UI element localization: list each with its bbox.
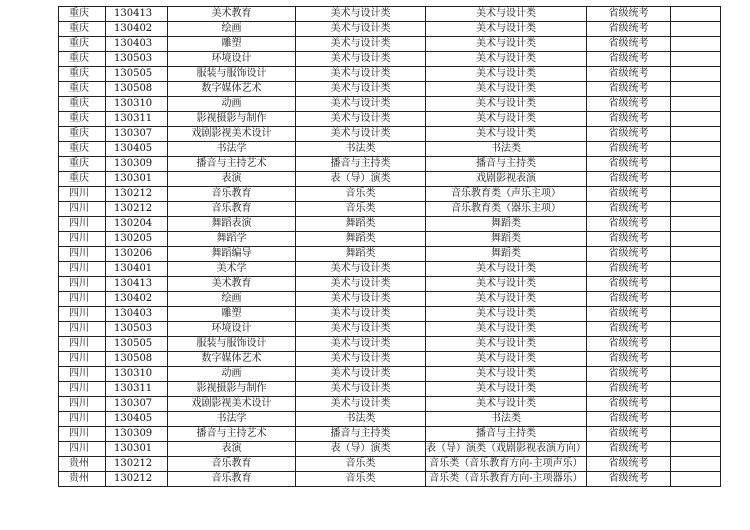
province-cell: 四川 xyxy=(59,202,106,217)
exam-type-cell: 省级统考 xyxy=(587,322,671,337)
province-cell: 重庆 xyxy=(59,127,106,142)
exam-type-cell: 省级统考 xyxy=(587,307,671,322)
exam-type-cell: 省级统考 xyxy=(587,217,671,232)
exam-subcategory-cell: 美术与设计类 xyxy=(426,262,587,277)
major-name-cell: 动画 xyxy=(168,367,296,382)
exam-type-cell: 省级统考 xyxy=(587,457,671,472)
province-cell: 四川 xyxy=(59,367,106,382)
major-code-cell: 130403 xyxy=(106,37,168,52)
blank-cell xyxy=(671,472,721,487)
exam-type-cell: 省级统考 xyxy=(587,442,671,457)
blank-cell xyxy=(671,337,721,352)
province-cell: 四川 xyxy=(59,352,106,367)
table-row xyxy=(59,112,721,127)
exam-type-cell: 省级统考 xyxy=(587,397,671,412)
major-code-cell: 130401 xyxy=(106,262,168,277)
exam-category-cell: 舞蹈类 xyxy=(296,217,426,232)
exam-category-cell: 音乐类 xyxy=(296,457,426,472)
table-row xyxy=(59,247,721,262)
blank-cell xyxy=(671,442,721,457)
exam-category-cell: 美术与设计类 xyxy=(296,112,426,127)
major-code-cell: 130212 xyxy=(106,187,168,202)
table-row xyxy=(59,442,721,457)
exam-type-cell: 省级统考 xyxy=(587,7,671,22)
table-row xyxy=(59,412,721,427)
table-row xyxy=(59,337,721,352)
exam-category-cell: 美术与设计类 xyxy=(296,97,426,112)
exam-category-cell: 美术与设计类 xyxy=(296,367,426,382)
table-row xyxy=(59,322,721,337)
exam-subcategory-cell: 播音与主持类 xyxy=(426,427,587,442)
exam-subcategory-cell: 美术与设计类 xyxy=(426,67,587,82)
exam-subcategory-cell: 美术与设计类 xyxy=(426,352,587,367)
table-row xyxy=(59,202,721,217)
blank-cell xyxy=(671,202,721,217)
province-cell: 四川 xyxy=(59,277,106,292)
blank-cell xyxy=(671,382,721,397)
exam-subcategory-cell: 音乐教育类（声乐主项） xyxy=(426,187,587,202)
province-cell: 四川 xyxy=(59,397,106,412)
major-name-cell: 音乐教育 xyxy=(168,187,296,202)
major-code-cell: 130212 xyxy=(106,457,168,472)
blank-cell xyxy=(671,277,721,292)
major-name-cell: 绘画 xyxy=(168,292,296,307)
province-cell: 四川 xyxy=(59,262,106,277)
exam-type-cell: 省级统考 xyxy=(587,232,671,247)
blank-cell xyxy=(671,232,721,247)
exam-subcategory-cell: 音乐教育类（器乐主项） xyxy=(426,202,587,217)
province-cell: 重庆 xyxy=(59,172,106,187)
exam-subcategory-cell: 美术与设计类 xyxy=(426,397,587,412)
major-code-cell: 130310 xyxy=(106,367,168,382)
major-code-cell: 130311 xyxy=(106,112,168,127)
table-row xyxy=(59,457,721,472)
major-name-cell: 音乐教育 xyxy=(168,472,296,487)
exam-category-cell: 表（导）演类 xyxy=(296,172,426,187)
major-code-cell: 130508 xyxy=(106,82,168,97)
blank-cell xyxy=(671,247,721,262)
exam-category-cell: 美术与设计类 xyxy=(296,37,426,52)
table-row xyxy=(59,307,721,322)
exam-category-cell: 音乐类 xyxy=(296,202,426,217)
exam-type-cell: 省级统考 xyxy=(587,127,671,142)
major-name-cell: 舞蹈学 xyxy=(168,232,296,247)
major-code-cell: 130413 xyxy=(106,277,168,292)
blank-cell xyxy=(671,97,721,112)
province-cell: 四川 xyxy=(59,187,106,202)
major-code-cell: 130310 xyxy=(106,97,168,112)
blank-cell xyxy=(671,292,721,307)
major-code-cell: 130413 xyxy=(106,7,168,22)
blank-cell xyxy=(671,397,721,412)
exam-type-cell: 省级统考 xyxy=(587,412,671,427)
major-code-cell: 130505 xyxy=(106,337,168,352)
blank-cell xyxy=(671,157,721,172)
major-name-cell: 美术教育 xyxy=(168,277,296,292)
major-code-cell: 130403 xyxy=(106,307,168,322)
exam-type-cell: 省级统考 xyxy=(587,22,671,37)
exam-category-cell: 表（导）演类 xyxy=(296,442,426,457)
exam-type-cell: 省级统考 xyxy=(587,427,671,442)
province-cell: 重庆 xyxy=(59,52,106,67)
major-name-cell: 书法学 xyxy=(168,412,296,427)
major-name-cell: 舞蹈编导 xyxy=(168,247,296,262)
major-name-cell: 美术教育 xyxy=(168,7,296,22)
province-cell: 重庆 xyxy=(59,97,106,112)
province-cell: 四川 xyxy=(59,337,106,352)
exam-subcategory-cell: 美术与设计类 xyxy=(426,97,587,112)
major-name-cell: 播音与主持艺术 xyxy=(168,427,296,442)
exam-subcategory-cell: 美术与设计类 xyxy=(426,22,587,37)
province-cell: 重庆 xyxy=(59,7,106,22)
major-name-cell: 影视摄影与制作 xyxy=(168,382,296,397)
blank-cell xyxy=(671,142,721,157)
major-code-cell: 130402 xyxy=(106,22,168,37)
exam-subcategory-cell: 美术与设计类 xyxy=(426,112,587,127)
exam-subcategory-cell: 美术与设计类 xyxy=(426,292,587,307)
exam-category-cell: 舞蹈类 xyxy=(296,232,426,247)
exam-subcategory-cell: 美术与设计类 xyxy=(426,37,587,52)
exam-category-cell: 书法类 xyxy=(296,412,426,427)
major-code-cell: 130301 xyxy=(106,442,168,457)
blank-cell xyxy=(671,22,721,37)
exam-type-cell: 省级统考 xyxy=(587,142,671,157)
exam-subcategory-cell: 美术与设计类 xyxy=(426,127,587,142)
major-name-cell: 戏剧影视美术设计 xyxy=(168,127,296,142)
exam-category-cell: 书法类 xyxy=(296,142,426,157)
major-name-cell: 表演 xyxy=(168,172,296,187)
province-cell: 四川 xyxy=(59,232,106,247)
exam-category-cell: 美术与设计类 xyxy=(296,52,426,67)
table-row xyxy=(59,142,721,157)
exam-category-cell: 音乐类 xyxy=(296,187,426,202)
province-cell: 四川 xyxy=(59,412,106,427)
blank-cell xyxy=(671,82,721,97)
exam-subcategory-cell: 美术与设计类 xyxy=(426,322,587,337)
blank-cell xyxy=(671,217,721,232)
province-cell: 四川 xyxy=(59,217,106,232)
exam-type-cell: 省级统考 xyxy=(587,337,671,352)
exam-category-cell: 美术与设计类 xyxy=(296,352,426,367)
major-code-cell: 130309 xyxy=(106,157,168,172)
major-code-cell: 130205 xyxy=(106,232,168,247)
province-cell: 重庆 xyxy=(59,112,106,127)
blank-cell xyxy=(671,172,721,187)
document-page xyxy=(58,6,721,487)
major-name-cell: 影视摄影与制作 xyxy=(168,112,296,127)
exam-category-cell: 美术与设计类 xyxy=(296,307,426,322)
table-row xyxy=(59,127,721,142)
exam-type-cell: 省级统考 xyxy=(587,292,671,307)
blank-cell xyxy=(671,322,721,337)
exam-category-cell: 美术与设计类 xyxy=(296,67,426,82)
major-code-cell: 130204 xyxy=(106,217,168,232)
exam-type-cell: 省级统考 xyxy=(587,67,671,82)
major-code-cell: 130503 xyxy=(106,52,168,67)
table-row xyxy=(59,292,721,307)
exam-type-cell: 省级统考 xyxy=(587,382,671,397)
major-name-cell: 表演 xyxy=(168,442,296,457)
blank-cell xyxy=(671,307,721,322)
exam-type-cell: 省级统考 xyxy=(587,37,671,52)
province-cell: 四川 xyxy=(59,307,106,322)
exam-subcategory-cell: 美术与设计类 xyxy=(426,52,587,67)
exam-subcategory-cell: 书法类 xyxy=(426,142,587,157)
exam-type-cell: 省级统考 xyxy=(587,97,671,112)
exam-subcategory-cell: 美术与设计类 xyxy=(426,337,587,352)
exam-category-cell: 美术与设计类 xyxy=(296,397,426,412)
table-body xyxy=(59,7,721,487)
exam-subcategory-cell: 播音与主持类 xyxy=(426,157,587,172)
major-code-cell: 130307 xyxy=(106,127,168,142)
blank-cell xyxy=(671,457,721,472)
major-name-cell: 戏剧影视美术设计 xyxy=(168,397,296,412)
blank-cell xyxy=(671,367,721,382)
exam-subcategory-cell: 音乐类（音乐教育方向-主项器乐） xyxy=(426,472,587,487)
table-row xyxy=(59,367,721,382)
table-row xyxy=(59,67,721,82)
major-code-cell: 130212 xyxy=(106,202,168,217)
blank-cell xyxy=(671,352,721,367)
table-row xyxy=(59,7,721,22)
table-row xyxy=(59,397,721,412)
province-cell: 四川 xyxy=(59,442,106,457)
exam-category-cell: 美术与设计类 xyxy=(296,277,426,292)
major-code-cell: 130402 xyxy=(106,292,168,307)
exam-type-cell: 省级统考 xyxy=(587,277,671,292)
admission-table xyxy=(58,6,721,487)
exam-category-cell: 美术与设计类 xyxy=(296,322,426,337)
exam-subcategory-cell: 美术与设计类 xyxy=(426,382,587,397)
exam-type-cell: 省级统考 xyxy=(587,202,671,217)
exam-type-cell: 省级统考 xyxy=(587,157,671,172)
major-name-cell: 服装与服饰设计 xyxy=(168,337,296,352)
exam-subcategory-cell: 戏剧影视表演 xyxy=(426,172,587,187)
province-cell: 重庆 xyxy=(59,22,106,37)
exam-type-cell: 省级统考 xyxy=(587,82,671,97)
exam-subcategory-cell: 美术与设计类 xyxy=(426,307,587,322)
major-name-cell: 绘画 xyxy=(168,22,296,37)
major-name-cell: 播音与主持艺术 xyxy=(168,157,296,172)
table-row xyxy=(59,382,721,397)
major-code-cell: 130307 xyxy=(106,397,168,412)
exam-type-cell: 省级统考 xyxy=(587,172,671,187)
table-row xyxy=(59,352,721,367)
exam-subcategory-cell: 表（导）演类（戏剧影视表演方向） xyxy=(426,442,587,457)
blank-cell xyxy=(671,187,721,202)
province-cell: 重庆 xyxy=(59,82,106,97)
exam-type-cell: 省级统考 xyxy=(587,187,671,202)
province-cell: 四川 xyxy=(59,292,106,307)
major-name-cell: 服装与服饰设计 xyxy=(168,67,296,82)
exam-category-cell: 播音与主持类 xyxy=(296,157,426,172)
blank-cell xyxy=(671,37,721,52)
exam-category-cell: 美术与设计类 xyxy=(296,82,426,97)
blank-cell xyxy=(671,67,721,82)
blank-cell xyxy=(671,427,721,442)
exam-category-cell: 美术与设计类 xyxy=(296,7,426,22)
table-row xyxy=(59,187,721,202)
exam-category-cell: 播音与主持类 xyxy=(296,427,426,442)
province-cell: 四川 xyxy=(59,322,106,337)
province-cell: 贵州 xyxy=(59,457,106,472)
major-name-cell: 环境设计 xyxy=(168,322,296,337)
major-name-cell: 美术学 xyxy=(168,262,296,277)
blank-cell xyxy=(671,412,721,427)
major-code-cell: 130206 xyxy=(106,247,168,262)
exam-category-cell: 美术与设计类 xyxy=(296,292,426,307)
table-row xyxy=(59,52,721,67)
exam-type-cell: 省级统考 xyxy=(587,112,671,127)
major-name-cell: 舞蹈表演 xyxy=(168,217,296,232)
table-row xyxy=(59,22,721,37)
blank-cell xyxy=(671,7,721,22)
exam-subcategory-cell: 舞蹈类 xyxy=(426,247,587,262)
province-cell: 重庆 xyxy=(59,157,106,172)
major-code-cell: 130505 xyxy=(106,67,168,82)
major-name-cell: 环境设计 xyxy=(168,52,296,67)
major-code-cell: 130311 xyxy=(106,382,168,397)
province-cell: 四川 xyxy=(59,247,106,262)
major-name-cell: 数字媒体艺术 xyxy=(168,352,296,367)
major-name-cell: 动画 xyxy=(168,97,296,112)
table-row xyxy=(59,217,721,232)
table-row xyxy=(59,172,721,187)
major-name-cell: 书法学 xyxy=(168,142,296,157)
exam-subcategory-cell: 书法类 xyxy=(426,412,587,427)
major-code-cell: 130301 xyxy=(106,172,168,187)
blank-cell xyxy=(671,262,721,277)
table-row xyxy=(59,97,721,112)
exam-category-cell: 美术与设计类 xyxy=(296,22,426,37)
table-row xyxy=(59,37,721,52)
exam-type-cell: 省级统考 xyxy=(587,262,671,277)
exam-category-cell: 音乐类 xyxy=(296,472,426,487)
exam-subcategory-cell: 美术与设计类 xyxy=(426,7,587,22)
major-name-cell: 雕塑 xyxy=(168,307,296,322)
exam-type-cell: 省级统考 xyxy=(587,367,671,382)
exam-subcategory-cell: 舞蹈类 xyxy=(426,232,587,247)
table-row xyxy=(59,427,721,442)
exam-subcategory-cell: 舞蹈类 xyxy=(426,217,587,232)
province-cell: 重庆 xyxy=(59,67,106,82)
major-name-cell: 音乐教育 xyxy=(168,202,296,217)
major-name-cell: 数字媒体艺术 xyxy=(168,82,296,97)
exam-type-cell: 省级统考 xyxy=(587,247,671,262)
table-row xyxy=(59,232,721,247)
major-code-cell: 130508 xyxy=(106,352,168,367)
exam-subcategory-cell: 美术与设计类 xyxy=(426,82,587,97)
exam-type-cell: 省级统考 xyxy=(587,472,671,487)
province-cell: 四川 xyxy=(59,382,106,397)
table-row xyxy=(59,262,721,277)
table-row xyxy=(59,157,721,172)
province-cell: 贵州 xyxy=(59,472,106,487)
major-code-cell: 130405 xyxy=(106,412,168,427)
table-row xyxy=(59,472,721,487)
exam-type-cell: 省级统考 xyxy=(587,352,671,367)
major-code-cell: 130212 xyxy=(106,472,168,487)
province-cell: 重庆 xyxy=(59,37,106,52)
major-code-cell: 130503 xyxy=(106,322,168,337)
exam-type-cell: 省级统考 xyxy=(587,52,671,67)
exam-category-cell: 舞蹈类 xyxy=(296,247,426,262)
table-row xyxy=(59,82,721,97)
exam-category-cell: 美术与设计类 xyxy=(296,382,426,397)
exam-subcategory-cell: 美术与设计类 xyxy=(426,367,587,382)
major-code-cell: 130309 xyxy=(106,427,168,442)
exam-category-cell: 美术与设计类 xyxy=(296,127,426,142)
exam-category-cell: 美术与设计类 xyxy=(296,337,426,352)
blank-cell xyxy=(671,52,721,67)
blank-cell xyxy=(671,112,721,127)
province-cell: 四川 xyxy=(59,427,106,442)
exam-category-cell: 美术与设计类 xyxy=(296,262,426,277)
table-row xyxy=(59,277,721,292)
major-name-cell: 雕塑 xyxy=(168,37,296,52)
blank-cell xyxy=(671,127,721,142)
exam-subcategory-cell: 音乐类（音乐教育方向-主项声乐） xyxy=(426,457,587,472)
province-cell: 重庆 xyxy=(59,142,106,157)
major-code-cell: 130405 xyxy=(106,142,168,157)
exam-subcategory-cell: 美术与设计类 xyxy=(426,277,587,292)
major-name-cell: 音乐教育 xyxy=(168,457,296,472)
